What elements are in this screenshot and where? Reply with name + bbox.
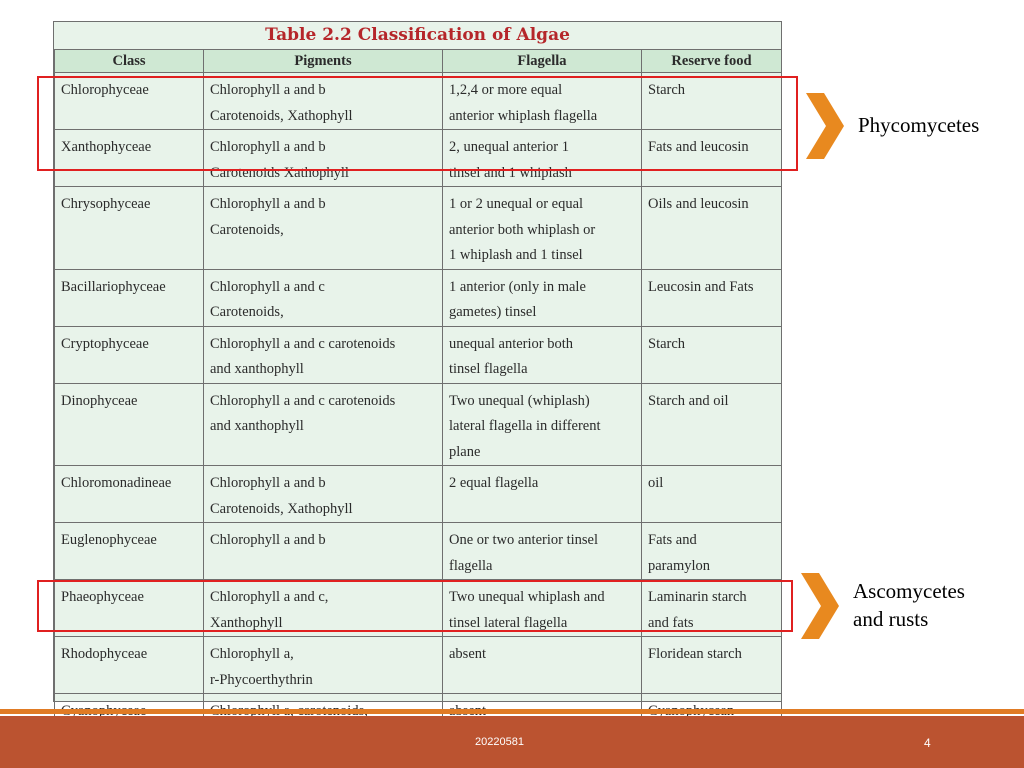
cell-line: tinsel lateral flagella xyxy=(449,614,568,631)
cell-text: Phaeophyceae xyxy=(61,589,144,605)
cell-line: Two unequal (whiplash) xyxy=(449,392,590,409)
page-number: 4 xyxy=(924,736,931,750)
cell-reserve-food xyxy=(642,383,782,466)
cell-text: Dinophyceae xyxy=(61,392,138,409)
table-row xyxy=(55,383,782,466)
header-flagella: Flagella xyxy=(443,50,642,73)
table-row xyxy=(55,326,782,383)
cell-line: Carotenoids, xyxy=(210,221,284,238)
cell-line: Starch xyxy=(648,82,686,98)
table-row xyxy=(55,187,782,270)
cell-line: One or two anterior tinsel xyxy=(449,532,598,548)
cell-line: Chlorophyll a and b xyxy=(210,475,326,491)
cell-line: plane xyxy=(449,443,481,460)
cell-flagella xyxy=(443,326,642,383)
cell-line: Fats and leucosin xyxy=(648,139,749,155)
table-row xyxy=(55,466,782,523)
cell-class xyxy=(55,466,204,523)
footer-bar xyxy=(0,716,1024,768)
table-row xyxy=(55,269,782,326)
cell-pigments xyxy=(204,383,443,466)
cell-flagella xyxy=(443,466,642,523)
cell-line: Chlorophyll a, xyxy=(210,646,294,662)
cell-line: paramylon xyxy=(648,557,711,574)
cell-flagella xyxy=(443,383,642,466)
cell-line: Starch and oil xyxy=(648,392,729,409)
chevron-right-icon xyxy=(799,573,841,639)
cell-flagella xyxy=(443,523,642,580)
cell-line: Fats and xyxy=(648,532,697,548)
cell-reserve-food xyxy=(642,637,782,694)
cell-line: lateral flagella in different xyxy=(449,418,601,434)
cell-line: Starch xyxy=(648,335,686,352)
cell-pigments xyxy=(204,269,443,326)
cell-line: flagella xyxy=(449,557,493,574)
cell-text: Chlorophyceae xyxy=(61,82,149,98)
cell-class xyxy=(55,269,204,326)
cell-line: anterior both whiplash or xyxy=(449,221,596,238)
cell-line: Floridean starch xyxy=(648,646,742,662)
cell-line: r-Phycoerthythrin xyxy=(210,671,313,688)
cell-line: 1 anterior (only in male xyxy=(449,278,586,295)
table-row xyxy=(55,637,782,694)
cell-line: Leucosin and Fats xyxy=(648,278,754,295)
phycomycetes-label: Phycomycetes xyxy=(858,113,980,137)
cell-reserve-food xyxy=(642,326,782,383)
cell-line: Carotenoids, xyxy=(210,304,284,320)
cell-text: Xanthophyceae xyxy=(61,139,152,155)
cell-text: Rhodophyceae xyxy=(61,646,148,662)
footer-date: 20220581 xyxy=(475,736,524,748)
header-reserve-food: Reserve food xyxy=(642,50,782,73)
cell-pigments xyxy=(204,637,443,694)
cell-line: 1 or 2 unequal or equal xyxy=(449,196,584,212)
cell-flagella xyxy=(443,187,642,270)
cell-line: 2 equal flagella xyxy=(449,475,539,491)
cell-class xyxy=(55,637,204,694)
cell-line: Oils and leucosin xyxy=(648,196,749,212)
cell-flagella xyxy=(443,637,642,694)
cell-text: Chrysophyceae xyxy=(61,196,151,212)
header-class: Class xyxy=(55,50,204,73)
cell-line: 1 whiplash and 1 tinsel xyxy=(449,247,583,263)
table-row xyxy=(55,523,782,580)
cell-line: Chlorophyll a and b xyxy=(210,532,326,548)
cell-line: tinsel and 1 whiplash xyxy=(449,164,572,181)
header-pigments: Pigments xyxy=(204,50,443,73)
table-header-row xyxy=(55,50,782,73)
cell-line: and xanthophyll xyxy=(210,418,304,434)
cell-line: 2, unequal anterior 1 xyxy=(449,139,569,155)
highlight-box-phycomycetes xyxy=(37,76,798,171)
table-body xyxy=(55,73,782,751)
cell-line: and xanthophyll xyxy=(210,361,304,377)
table-title: Table 2.2 Classification of Algae xyxy=(54,22,781,49)
cell-text: Bacillariophyceae xyxy=(61,278,166,295)
cell-pigments xyxy=(204,466,443,523)
cell-class xyxy=(55,187,204,270)
cell-line: oil xyxy=(648,475,664,491)
cell-reserve-food xyxy=(642,187,782,270)
cell-line: and fats xyxy=(648,614,694,631)
cell-text: Euglenophyceae xyxy=(61,532,157,548)
cell-line: Carotenoids, Xathophyll xyxy=(210,107,353,124)
cell-reserve-food xyxy=(642,466,782,523)
cell-line: absent xyxy=(449,646,487,662)
chevron-right-icon xyxy=(804,93,846,159)
cell-line: Xanthophyll xyxy=(210,614,283,631)
cell-text: Cryptophyceae xyxy=(61,335,149,352)
cell-class xyxy=(55,383,204,466)
cell-line: gametes) tinsel xyxy=(449,304,537,320)
cell-reserve-food xyxy=(642,269,782,326)
cell-line: tinsel flagella xyxy=(449,361,528,377)
cell-flagella xyxy=(443,269,642,326)
cell-line: 1,2,4 or more equal xyxy=(449,82,563,98)
cell-pigments xyxy=(204,187,443,270)
cell-pigments xyxy=(204,523,443,580)
cell-line: Chlorophyll a and c carotenoids xyxy=(210,392,396,409)
ascomycetes-label-line2: and rusts xyxy=(853,607,929,631)
cell-line: Carotenoids Xathophyll xyxy=(210,164,349,181)
cell-line: Chlorophyll a and c carotenoids xyxy=(210,335,396,352)
footer-accent-line xyxy=(0,709,1024,714)
cell-reserve-food xyxy=(642,523,782,580)
cell-line: unequal anterior both xyxy=(449,335,574,352)
cell-class xyxy=(55,326,204,383)
ascomycetes-label xyxy=(853,577,965,633)
highlight-box-ascomycetes xyxy=(37,580,793,632)
cell-line: Laminarin starch xyxy=(648,589,747,605)
cell-line: Chlorophyll a and c xyxy=(210,278,325,295)
cell-line: Carotenoids, Xathophyll xyxy=(210,500,353,517)
cell-line: anterior whiplash flagella xyxy=(449,107,598,124)
cell-class xyxy=(55,523,204,580)
cell-pigments xyxy=(204,326,443,383)
cell-line: Chlorophyll a and c, xyxy=(210,589,329,605)
cell-text: Chloromonadineae xyxy=(61,475,172,491)
cell-line: Two unequal whiplash and xyxy=(449,589,605,605)
ascomycetes-label-line1: Ascomycetes xyxy=(853,579,965,603)
cell-line: Chlorophyll a and b xyxy=(210,196,326,212)
cell-line: Chlorophyll a and b xyxy=(210,82,326,98)
cell-line: Chlorophyll a and b xyxy=(210,139,326,155)
